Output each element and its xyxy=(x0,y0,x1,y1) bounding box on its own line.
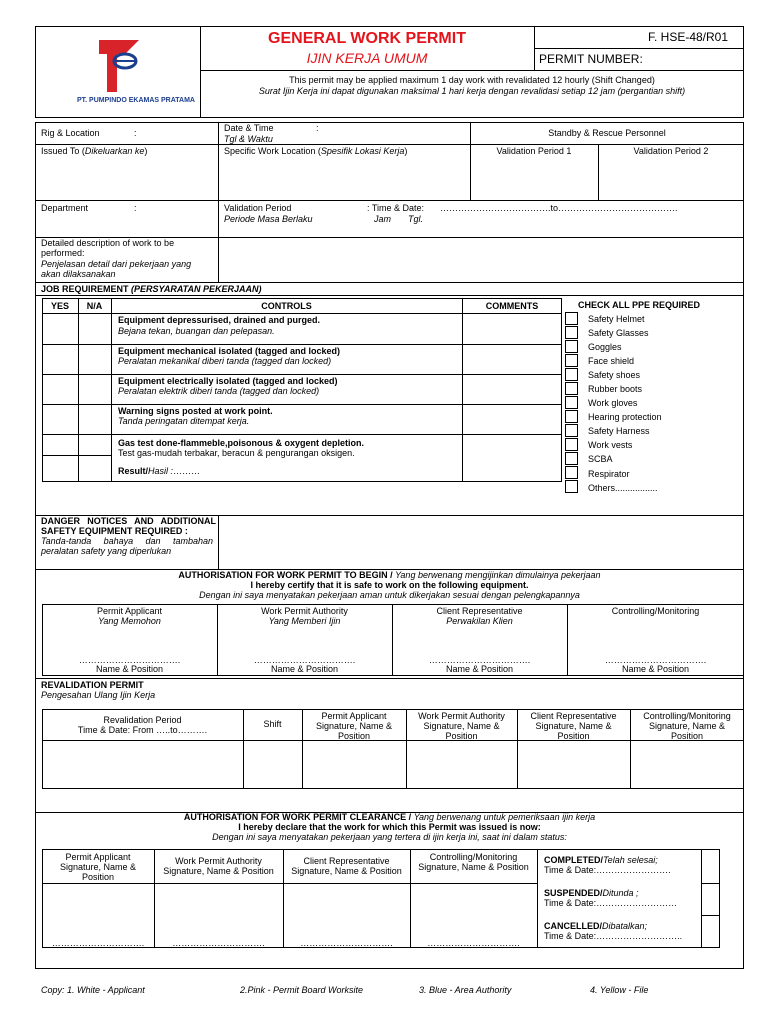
danger-notices-title: DANGER NOTICES AND ADDITIONAL SAFETY EQUIPMENT REQUIRED : xyxy=(41,516,216,536)
divider xyxy=(517,709,518,789)
colon: : xyxy=(316,123,319,133)
divider xyxy=(462,298,463,482)
validation-period-label-id: Periode Masa Berlaku xyxy=(224,214,313,224)
copy-note: Copy: 1. White - Applicant xyxy=(41,985,145,995)
authorisation-certify-id: Dengan ini saya menyatakan pekerjaan aman untuk dikerjakan sesuai dengan pelengkapannya xyxy=(199,590,580,600)
divider xyxy=(200,70,744,71)
divider xyxy=(218,122,219,237)
divider xyxy=(302,709,303,789)
tgl-label: Tgl. xyxy=(408,214,424,224)
company-name: PT. PUMPINDO EKAMAS PRATAMA xyxy=(77,97,195,104)
clearance-signature-dots: …………………………. xyxy=(300,938,393,948)
name-position-label: Name & Position xyxy=(445,664,514,674)
copy-note: 3. Blue - Area Authority xyxy=(419,985,512,995)
ppe-item: Safety Harness xyxy=(588,426,650,436)
ppe-checkbox[interactable] xyxy=(565,312,578,325)
signer-label: Work Permit Authority xyxy=(261,606,348,616)
clearance-col: Client Representative Signature, Name & Position xyxy=(291,856,402,876)
divider xyxy=(42,883,537,884)
ppe-checkbox[interactable] xyxy=(565,466,578,479)
ppe-item: Safety Helmet xyxy=(588,314,645,324)
divider xyxy=(35,678,744,679)
divider xyxy=(42,344,562,345)
divider xyxy=(218,237,219,282)
permit-number-label: PERMIT NUMBER: xyxy=(539,52,643,66)
ppe-list xyxy=(565,312,735,496)
status-completed-time: Time & Date:……………………. xyxy=(544,865,671,875)
jam-label: Jam xyxy=(374,214,392,224)
col-yes: YES xyxy=(50,301,69,311)
signature-dots: ……………………………. xyxy=(78,655,181,665)
form-code: F. HSE-48/R01 xyxy=(648,30,729,44)
name-position-label: Name & Position xyxy=(95,664,164,674)
ppe-checkbox[interactable] xyxy=(565,354,578,367)
clearance-signature-dots: …………………………. xyxy=(51,938,145,948)
validation-period-2-label: Validation Period 2 xyxy=(633,146,709,156)
ppe-checkbox[interactable] xyxy=(565,340,578,353)
validation-period-1-label: Validation Period 1 xyxy=(496,146,572,156)
control-item-id: Tanda peringatan ditempat kerja. xyxy=(118,416,250,426)
revalidation-col: Permit Applicant Signature, Name & Position xyxy=(315,711,393,741)
clearance-signature-dots: …………………………. xyxy=(427,938,520,948)
revalidation-title: REVALIDATION PERMIT xyxy=(41,680,144,690)
signer-label-id: Yang Memberi Ijin xyxy=(268,616,341,626)
copy-note: 2.Pink - Permit Board Worksite xyxy=(240,985,364,995)
col-controls: CONTROLS xyxy=(261,301,312,311)
ppe-checkbox[interactable] xyxy=(565,452,578,465)
control-item-id: Peralatan elektrik diberi tanda (tagged dan locked) xyxy=(118,386,320,396)
signature-dots: ……………………………. xyxy=(428,655,531,665)
control-item: Equipment electrically isolated (tagged and locked) xyxy=(118,376,338,386)
divider xyxy=(406,709,407,789)
validation-period-label: Validation Period xyxy=(224,203,292,213)
date-time-label: Date & Time xyxy=(224,123,274,133)
ppe-checkbox[interactable] xyxy=(565,368,578,381)
control-item-id: Peralatan mekanikal diberi tanda (tagged dan locked) xyxy=(118,356,332,366)
job-requirement-title: JOB REQUIREMENT (PERSYARATAN PEKERJAAN) xyxy=(41,284,262,294)
permit-note-id: Surat Ijin Kerja ini dapat digunakan maksimal 1 hari kerja dengan revalidasi setiap 12 jam (pergantian shift) xyxy=(258,86,686,96)
signer-label-id: Yang Memohon xyxy=(98,616,161,626)
divider xyxy=(42,404,562,405)
clearance-col: Work Permit Authority Signature, Name & Position xyxy=(163,856,274,876)
ppe-title: CHECK ALL PPE REQUIRED xyxy=(578,300,701,310)
standby-label: Standby & Rescue Personnel xyxy=(548,128,666,138)
department-label: Department xyxy=(41,203,89,213)
time-date-label: : Time & Date: xyxy=(367,203,425,213)
ppe-item: Face shield xyxy=(588,356,635,366)
status-suspended-time: Time & Date:……………………… xyxy=(544,898,678,908)
ppe-item: Respirator xyxy=(588,469,630,479)
name-position-label: Name & Position xyxy=(621,664,690,674)
copy-note: 4. Yellow - File xyxy=(590,985,649,995)
divider xyxy=(42,313,562,314)
status-completed: COMPLETED/Telah selesai; xyxy=(544,855,658,865)
divider xyxy=(111,298,112,482)
name-position-label: Name & Position xyxy=(270,664,339,674)
divider xyxy=(630,709,631,789)
ppe-checkbox[interactable] xyxy=(565,438,578,451)
signature-dots: ……………………………. xyxy=(253,655,356,665)
permit-note: This permit may be applied maximum 1 day work with revalidated 12 hourly (Shift Changed) xyxy=(289,75,655,85)
divider xyxy=(35,200,744,201)
signer-label: Permit Applicant xyxy=(96,606,163,616)
divider xyxy=(701,915,720,916)
colon: : xyxy=(134,128,137,138)
divider xyxy=(701,883,720,884)
ppe-checkbox[interactable] xyxy=(565,410,578,423)
description-label: Detailed description of work to be performed: xyxy=(41,238,175,258)
status-cancelled-time: Time & Date:……………………….. xyxy=(544,931,683,941)
col-na: N/A xyxy=(86,301,103,311)
ppe-checkbox[interactable] xyxy=(565,424,578,437)
control-item: Equipment depressurised, drained and purged. xyxy=(118,315,321,325)
authorisation-title: AUTHORISATION FOR WORK PERMIT TO BEGIN / Yang berwenang mengijinkan dimulainya pekerjaan xyxy=(178,570,601,580)
signer-label: Controlling/Monitoring xyxy=(611,606,700,616)
specific-location-label: Specific Work Location (Spesifik Lokasi Kerja) xyxy=(224,146,408,156)
result-label: Result/Hasil :……… xyxy=(118,466,201,476)
divider xyxy=(154,849,155,948)
shift-label: Shift xyxy=(263,719,282,729)
page-subtitle: IJIN KERJA UMUM xyxy=(306,50,428,66)
col-comments: COMMENTS xyxy=(485,301,539,311)
clearance-signature-dots: …………………………. xyxy=(172,938,265,948)
control-item: Gas test done-flammeble,poisonous & oxygent depletion. xyxy=(118,438,365,448)
divider xyxy=(701,849,702,948)
ppe-checkbox[interactable] xyxy=(565,480,578,493)
revalidation-col: Work Permit Authority Signature, Name & Position xyxy=(418,711,505,741)
clearance-col: Controlling/Monitoring Signature, Name & Position xyxy=(418,852,529,872)
divider xyxy=(537,849,538,948)
ppe-checkbox[interactable] xyxy=(565,326,578,339)
validation-dots: ……………………………….to…………………………………. xyxy=(440,203,678,213)
revalidation-col: Client Representative Signature, Name & Position xyxy=(530,711,617,741)
company-logo xyxy=(95,38,147,94)
danger-notices-title-id: Tanda-tanda bahaya dan tambahan peralatan safety yang diperlukan xyxy=(41,536,213,556)
revalidation-period-time: Time & Date: From …..to………. xyxy=(77,725,208,735)
signer-label-id: Perwakilan Klien xyxy=(446,616,513,626)
ppe-item: Work vests xyxy=(588,440,633,450)
revalidation-period-label: Revalidation Period xyxy=(103,715,182,725)
divider xyxy=(35,295,744,296)
ppe-item: Rubber boots xyxy=(588,384,643,394)
divider xyxy=(218,515,219,569)
revalidation-col: Controlling/Monitoring Signature, Name & Position xyxy=(643,711,731,741)
control-item: Warning signs posted at work point. xyxy=(118,406,273,416)
revalidation-title-id: Pengesahan Ulang Ijin Kerja xyxy=(41,690,156,700)
colon: : xyxy=(134,203,137,213)
ppe-item: Others................. xyxy=(588,483,658,493)
signer-label: Client Representative xyxy=(436,606,523,616)
clearance-col: Permit Applicant Signature, Name & Position xyxy=(59,852,137,882)
divider xyxy=(35,282,744,283)
divider xyxy=(534,48,744,49)
ppe-item: Hearing protection xyxy=(588,412,662,422)
clearance-declare-id: Dengan ini saya menyatakan pekerjaan yang tertera di ijin kerja ini, saat ini dalam status: xyxy=(212,832,567,842)
clearance-declare: I hereby declare that the work for which this Permit was issued is now: xyxy=(238,822,541,832)
date-time-label-id: Tgl & Waktu xyxy=(224,134,273,144)
divider xyxy=(42,374,562,375)
description-label-id: Penjelasan detail dari pekerjaan yang akan dilaksanakan xyxy=(41,259,192,279)
ppe-checkbox[interactable] xyxy=(565,396,578,409)
ppe-checkbox[interactable] xyxy=(565,382,578,395)
page-title: GENERAL WORK PERMIT xyxy=(268,30,466,47)
control-item: Equipment mechanical isolated (tagged and locked) xyxy=(118,346,341,356)
authorisation-certify: I hereby certify that it is safe to work on the following equipment. xyxy=(250,580,529,590)
ppe-item: Safety shoes xyxy=(588,370,641,380)
ppe-item: Work gloves xyxy=(588,398,638,408)
divider xyxy=(42,434,562,435)
ppe-item: Goggles xyxy=(588,342,622,352)
rig-location-label: Rig & Location xyxy=(41,128,100,138)
control-item-id: Test gas-mudah terbakar, beracun & pengurangan oksigen. xyxy=(118,448,355,458)
status-suspended: SUSPENDED/Ditunda ; xyxy=(544,888,639,898)
status-cancelled: CANCELLED/Dibatalkan; xyxy=(544,921,648,931)
divider xyxy=(42,455,111,456)
signature-dots: ……………………………. xyxy=(604,655,707,665)
issued-to-label: Issued To (Dikeluarkan ke) xyxy=(41,146,148,156)
divider xyxy=(35,144,744,145)
divider xyxy=(410,849,411,948)
ppe-item: SCBA xyxy=(588,454,613,464)
divider xyxy=(283,849,284,948)
ppe-item: Safety Glasses xyxy=(588,328,649,338)
control-item-id: Bejana tekan, buangan dan pelepasan. xyxy=(118,326,275,336)
clearance-title: AUTHORISATION FOR WORK PERMIT CLEARANCE / Yang berwenang untuk pemeriksaan ijin kerja xyxy=(183,812,596,822)
